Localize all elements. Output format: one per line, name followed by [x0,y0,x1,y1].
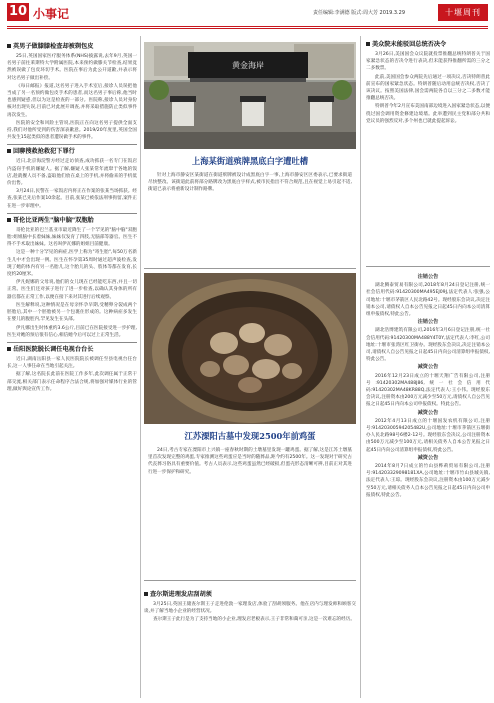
photo-headline: 江苏溧阳古墓中发现2500年前鸡蛋 [184,431,316,441]
right-divider [366,266,490,267]
notice-body: 2016年12月23日成立的十堰天翔广告有限公司,注册号:91420302MA488J86,统一社会信用代码:91420302MA48KR88Q,法定代表人:王小伟。现经股东会决议,注册资本由200万元减少至50万元,请债权人自公告见报之日起45日内向本公司申报债权。特此公告。 [366,373,490,408]
article-paragraph: 25日,英国国家医疗服务体系(NHS)披露说,去年9月,英国一名男子前往莱斯特大学附属医院,本来预约做膝关节检查,结果竟然被误做了包皮环切手术。医院在事后为此公开道歉,并表示将对这名男子做出补偿。 [7,54,137,81]
notice-title: 注销公告 [417,319,439,326]
photo-headline: 上海某街道殡牌黑底白字遭吐槽 [191,156,309,166]
editor-line: 责任编辑:李满德 版式:周大芳 2019.3.29 [313,10,405,16]
article-paragraph: 医生解释说,这种情况是在母亲怀孕早期,受精卵分裂成两个胚胎后,其中一个胚胎被另一个包裹住形成的。这种病症多发生在婴儿的腹腔内,罕见发生在头部。 [7,302,137,323]
left-column [7,40,137,394]
article-paragraph: 《每日邮报》报道,这名男子进入手术室后,接诊人员误把他当成了另一名预约做包皮手术的患者,而这名男子事后称,他当时也感到疑惑,但以为这是检查的一部分。医院称,接诊人员对身份核对出现失误,目前已对此展开调查,并将采取措施防止类似事件再次发生。 [7,83,137,118]
notice-title: 减资公告 [417,454,439,461]
article-paragraph: 近日,北京海淀警方经过走访侦查,成功抓获一名专门在饭店内盗窃手机的嫌疑人。据了解,嫌疑人张某常年流窜于各地的饭店,趁就餐人员不备,盗取他们放在桌上的手机,并将偷来的手机低价出售。 [7,159,137,187]
article-paragraph: 伊凡娜出生时体重约3.6公斤,目前已在医院接受进一步护理,医生对她的预后很有信心,相信她今后可以过上正常生活。 [7,325,137,338]
article-separator [7,144,137,145]
masthead-logo: 十堰周刊 [438,4,488,21]
notice-body: 2014年8月7日成立的竹山县桦莉贸易有限公司,注册号:914203329098181XA,公司地址:十堰市竹山县城关镇,法定代表人:王琼。现经股东会决议,注册资本由100万元减少至50万元,请相关债务人自本公告见报之日起45日内向公司申报债权,特此公告。 [366,464,490,498]
street-sign-photo [144,42,356,149]
eggs-in-jar-illustration [144,273,356,424]
right-top-article [366,38,490,126]
middle-divider-2 [144,580,356,581]
article-paragraph: 3月26日,美国国会众议院就投票推翻总统特朗普关于国家紧急状态的否决令进行表决,但未能获得推翻所需的三分之二多数票。 [366,52,490,72]
article-paragraph: 3月25日,英国王储查尔斯王子走进伦敦一家理发店,体验了刮胡须服务。他在店内与理发师和顾客交谈,并了解当地小企业的经营状况。 [144,602,356,615]
article-paragraph: 特朗普今年2月宣布美国南部边境进入国家紧急状态,以便绕过国会调用资金修建边境墙。此举遭到民主党和部分共和党议员的强烈反对,多个州也已就此提起诉讼。 [366,104,490,124]
photo-caption [148,172,352,194]
header-rule [7,26,488,27]
page-header [0,0,494,26]
article-paragraph: 医院的安全和风险主管说,医院正在向这名男子提供全面支持,我们对他所受到的伤害深表歉意。2019/20年度里,英国全国共发生15起类似的患者遭误做手术的事件。 [7,120,137,141]
column-divider-left [140,36,141,698]
header-rule-thin [7,28,488,29]
article-title: 美众院未能驳回总统否决令 [366,41,490,49]
caption-paragraph: 24日,考古专家在溧阳市上兴镇一座春秋时期的土墩墓里发现一罐鸡蛋。据了解,这是江苏土墩墓里首次发现完整的鸡蛋,专家推测这些鸡蛋应是当时的随葬品,距今约有2500年。这一发现对于研究古代丧葬习俗具有重要价值。考古人员表示,这些鸡蛋虽然已经破损,但蛋壳形态清晰可辨,目前正对其进行进一步保护和研究。 [148,448,352,475]
street-sign-illustration [144,42,356,149]
caption-paragraph: 针对上海市静安区某街道在街道殡牌被设计成黑底白字一事,上海市静安区区委表示,已要求街道尽快整改。该街道此前将部分路牌改为黑底白字样式,被市民指出不符合规范,且在视觉上易引起不适,街道已表示将重新设计制作路牌。 [148,173,352,193]
article-paragraph: 3月24日,民警在一家饭店内将正在作案的张某当场抓获。经查,张某已先后作案10余起。目前,张某已被依法刑事拘留,案件正在进一步审理中。 [7,189,137,209]
notice-body: 湖北腾泰贸易有限公司,2018年8月24日登记注册,统一社会信用代码:91420300MA495EJ09J,法定代表人:张强,公司地址:十堰市茅箭区人民北路42号。现经股东会决议,决定注销本公司,请债权人自本公告见报之日起45日内向本公司清算组申报债权,特此公告。 [366,283,490,318]
notice-body: 2012年4月13日成立的十堰国发农机有限公司,注册号:91420300594205482U,公司地址:十堰市茅箭区五堰街办人民北路98号6楼2-12号。现经股东会决议,公司注册资本由500万元减少至100万元,请相关债务人自本公告见报之日起45日内向公司清算组申报债权,特此公告。 [366,418,490,453]
article-paragraph: 此前,美国国会参众两院先后通过一项决议,否决特朗普此前宣布的国家紧急状态。特朗普随后动用总统否决权,否决了该决议。按照美国法律,国会需两院各自以三分之二多数才能推翻总统否决。 [366,74,490,102]
middle-bottom-article [144,588,356,625]
article-title: 回聊搜救抢救犯下罪行 [7,148,137,156]
section-title: 小事记 [33,7,70,21]
page-number: 10 [8,4,28,19]
article-title: 哥伦比亚两生"脑中脑"双胞胎 [7,217,137,225]
article-separator [7,342,137,343]
article-paragraph: 据了解,这名院长此前在医院工作多年,此次调任属于正常干部交流,相关部门表示任命程序合法合规,将加强对媒体行业的管理,做好舆论宣传工作。 [7,372,137,392]
notice-body: 湖北浩博建筑有限公司,2016年3月6日登记注册,统一社会信用代码:91420300MA488Y4T0Y,法定代表人:李红,公司地址:十堰市张湾区红卫街办。现经股东会决议,决定注销本公司,请债权人自公告见报之日起45日内向公司清算组申报债权,特此公告。 [366,328,490,363]
article-title: 查尔斯进理发店刮胡须 [144,591,356,599]
article-paragraph: 查尔斯王子此行是为了支持当地的小企业,理发店老板表示,王子非常和蔼可亲,这是一次难忘的经历。 [153,617,355,623]
article-title: 英男子做膝膝检查却被剃包皮 [7,43,137,51]
ancient-eggs-photo [144,273,356,424]
sign-text: 黄金海岸 [232,61,264,70]
article-paragraph: 伊凡妮娜的父母说,他们的女儿现在已经能吃东西,并且一切正常。医生们还对孩子进行了进一步检查,以确认其身体的所有器官都在正常工作,以便在接下来对其进行后续观察。 [7,280,137,300]
photo-caption [148,447,352,476]
middle-divider-1 [144,268,356,269]
column-divider-right [360,36,361,698]
article-paragraph: 近日,湖南岳阳县一家人民医院院长被调任至县电视台任台长,这一人事任命在当地引起关注。 [7,356,137,370]
notice-title: 注销公告 [417,274,439,280]
article-paragraph: 哥伦比亚的巴兰基亚市最近降生了一个罕见的"脑中脑"双胞胎:姐姐脑中长着妹妹,妹妹仅发育了四肢,无脑部等器官。医生不得不手术取出妹妹。这名叫伊瓦娜的姐姐目前健康。 [7,227,137,248]
article-paragraph: 这是一种十分罕见的病症,医学上称为"寄生胎",每50万名新生儿中才会出现一例。医生在怀孕第35周时通过超声波检查,发现了她的体内有另一名胎儿,这个胎儿的头、肢体等都在发育,长度约20厘米。 [7,250,137,278]
article-title: 岳阳医院脱长调任电视台台长 [7,346,137,354]
notice-column [366,274,490,500]
notice-title: 减资公告 [417,364,439,371]
notice-title: 减资公告 [417,409,439,416]
article-separator [7,213,137,214]
